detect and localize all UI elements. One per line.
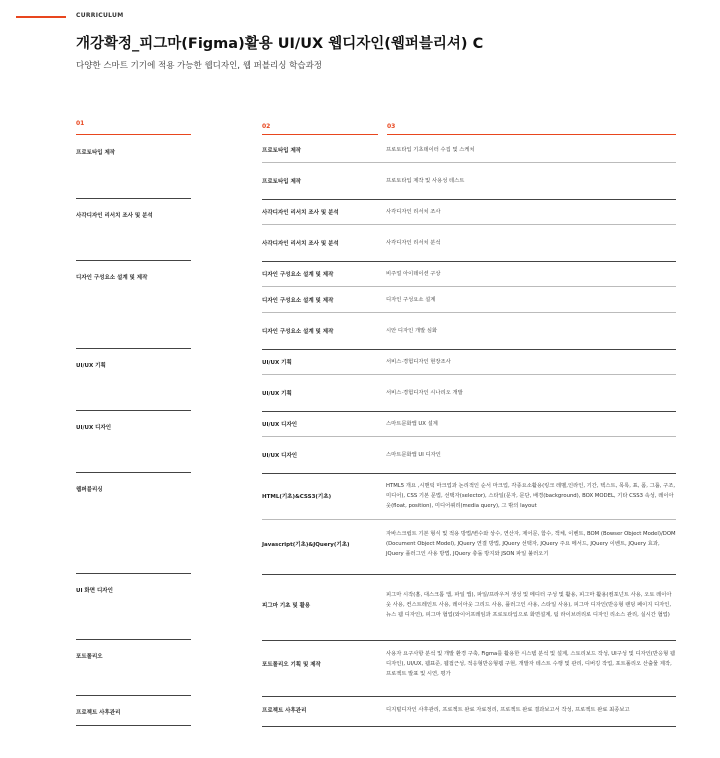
unit-name: HTML(기초)&CSS3(기초) bbox=[262, 494, 332, 500]
table-row bbox=[262, 642, 676, 686]
group-cell bbox=[76, 640, 191, 696]
table-row bbox=[262, 437, 676, 473]
unit-content: 자바스크립트 기본 형식 및 적용 방법/변수와 상수, 연산자, 제어문, 함수, 객체, 이벤트, BOM (Bowser Object Model)/DOM (Document Object Model), JQuery 연결 방법, JQuery 선택자, JQuery 주요 메서드, JQuery 이벤트, JQuery 효과, JQuery 플러그인 사용 방법, JQuery 충돌 방지와 JSON 파일 불러오기 bbox=[386, 531, 676, 557]
column-header-rule bbox=[76, 134, 191, 135]
unit-name: 포트폴리오 기획 및 제작 bbox=[262, 662, 321, 668]
group-label: 사각디자인 리서치 조사 및 분석 bbox=[76, 213, 153, 219]
group-cell bbox=[76, 199, 191, 261]
row-divider bbox=[262, 519, 676, 520]
unit-content: 사각디자인 리서치 분석 bbox=[386, 240, 441, 246]
unit-name: 피그마 기초 및 활용 bbox=[262, 603, 311, 609]
unit-content: 프로토타입 기초데이터 수집 및 스케치 bbox=[386, 147, 475, 153]
unit-content: 피그마 시작(홈, 대스크톱 앱, 파일 앱), 파일/프라우저 생성 및 메디터 구성 및 활용, 피그마 활용(컴포넌트 사용, 오토 레이아웃 사용, 컨스트레인트 사용, 레이아웃 그리드 사용, 플러그인 사용, 스타일 사용), 피그마 디자인(반응형 랜딩 페이지 디자인, 뉴스 웹 디자인), 피그마 협업(와이어프레임과 프로토타입으로 화면설계, 팀 라이브러리로 디자인 리소스 관리, 실시간 협업) bbox=[386, 592, 672, 618]
table-row bbox=[262, 522, 676, 566]
group-label: UI/UX 디자인 bbox=[76, 425, 112, 431]
unit-content: 디자인 구성요소 설계 bbox=[386, 296, 436, 303]
table-row bbox=[262, 412, 676, 436]
unit-name: 사각디자인 리서치 조사 및 분석 bbox=[262, 241, 339, 247]
unit-name: 프로토타입 제작 bbox=[262, 148, 302, 154]
column-header-rule bbox=[387, 134, 676, 135]
table-row bbox=[262, 350, 676, 374]
group-label: 웹퍼블리싱 bbox=[76, 487, 103, 493]
table-row bbox=[262, 313, 676, 349]
group-label: 디자인 구성요소 설계 및 제작 bbox=[76, 275, 148, 281]
group-label: 프로토타입 제작 bbox=[76, 150, 116, 156]
table-row bbox=[262, 138, 676, 162]
group-cell bbox=[76, 574, 191, 640]
unit-name: 프로젝트 사후관리 bbox=[262, 708, 307, 714]
unit-content: HTML5 개요 ,시맨틱 마크업과 논리적인 순서 마크업, 각종요소활용(링크 레벨,인라인, 기간, 텍스트, 목록, 표, 폼, 그룹, 구조, 미디어), CSS 기본 문법, 선택자(selector), 스타일(문자, 문단, 배경(background), BOX MODEL, 기타 CSS3 속성, 레이아웃(float, position), 미디어쿼리(media query), 그 밖의 layout bbox=[386, 483, 676, 509]
page-title: 개강확정_피그마(Figma)활용 UI/UX 웹디자인(웹퍼블리셔) C bbox=[76, 36, 484, 52]
group-cell bbox=[76, 411, 191, 473]
unit-name: 디자인 구성요소 설계 및 제작 bbox=[262, 272, 334, 278]
unit-name: 디자인 구성요소 설계 및 제작 bbox=[262, 297, 334, 304]
group-cell bbox=[76, 473, 191, 574]
group-label: 프로젝트 사후관리 bbox=[76, 710, 121, 716]
table-row bbox=[262, 200, 676, 224]
unit-content: 스마트문화앱 UI 디자인 bbox=[386, 452, 441, 458]
group-cell bbox=[76, 261, 191, 349]
table-row bbox=[262, 262, 676, 286]
unit-name: Javascript(기초)&JQuery(기초) bbox=[262, 542, 350, 548]
group-cell bbox=[76, 349, 191, 411]
column-header-03: 03 bbox=[387, 123, 396, 130]
table-row bbox=[262, 225, 676, 261]
table-row bbox=[262, 163, 676, 199]
table-row bbox=[262, 700, 676, 720]
unit-content: 비주얼 아이데이션 구상 bbox=[386, 271, 441, 277]
section-eyebrow: CURRICULUM bbox=[76, 12, 124, 19]
unit-content: 사용자 요구사항 분석 및 개발 환경 구축, Figma를 활용한 시스템 분석 및 설계, 스토리보드 작성, UI구성 및 디자인(반응형 웹디자인), UI/UX, 웹표준, 웹접근성, 적응형반응형웹 구현, 개발자 테스트 수행 및 관리, 디버깅 작업, 포트폴리오 산출물 제작, 프로젝트 발표 및 시연, 평가 bbox=[386, 651, 676, 677]
group-cell bbox=[76, 136, 191, 199]
unit-content: 서비스·경험디자인 시나리오 개발 bbox=[386, 390, 463, 396]
table-row bbox=[262, 578, 676, 632]
unit-name: 디자인 구성요소 설계 및 제작 bbox=[262, 329, 334, 335]
row-divider bbox=[262, 726, 676, 727]
table-row bbox=[262, 287, 676, 312]
unit-name: UI/UX 디자인 bbox=[262, 422, 298, 428]
group-label: 포트폴리오 bbox=[76, 654, 103, 660]
column-header-02: 02 bbox=[262, 123, 271, 130]
unit-name: UI/UX 기획 bbox=[262, 360, 292, 366]
unit-name: UI/UX 디자인 bbox=[262, 453, 298, 459]
page-subtitle: 다양한 스마트 기기에 적용 가능한 웹디자인, 웹 퍼블리싱 학습과정 bbox=[76, 61, 323, 71]
group-label: UI 화면 디자인 bbox=[76, 588, 113, 594]
unit-content: 서비스·경험디자인 현장조사 bbox=[386, 359, 451, 365]
unit-content: 디지털디자인 사후관리, 프로젝트 완료 자료정리, 프로젝트 완료 결과보고서 작성, 프로젝트 완료 최종보고 bbox=[386, 707, 630, 713]
column-header-01: 01 bbox=[76, 120, 85, 127]
unit-content: 스마트문화앱 UX 설계 bbox=[386, 421, 438, 427]
unit-content: 시안 디자인 개발 심화 bbox=[386, 328, 438, 334]
table-row bbox=[262, 474, 676, 518]
row-divider bbox=[262, 640, 676, 641]
unit-name: 프로토타입 제작 bbox=[262, 179, 302, 185]
column-header-rule bbox=[262, 134, 378, 135]
table-row bbox=[262, 375, 676, 411]
accent-line bbox=[16, 16, 66, 18]
group-divider bbox=[76, 725, 191, 726]
group-label: UI/UX 기획 bbox=[76, 363, 106, 369]
unit-content: 프로토타입 제작 및 사용성 테스트 bbox=[386, 178, 465, 184]
unit-name: UI/UX 기획 bbox=[262, 391, 292, 397]
row-divider bbox=[262, 696, 676, 697]
group-cell bbox=[76, 696, 191, 726]
row-divider bbox=[262, 574, 676, 575]
unit-name: 사각디자인 리서치 조사 및 분석 bbox=[262, 210, 339, 216]
unit-content: 사각디자인 리서치 조사 bbox=[386, 209, 441, 215]
